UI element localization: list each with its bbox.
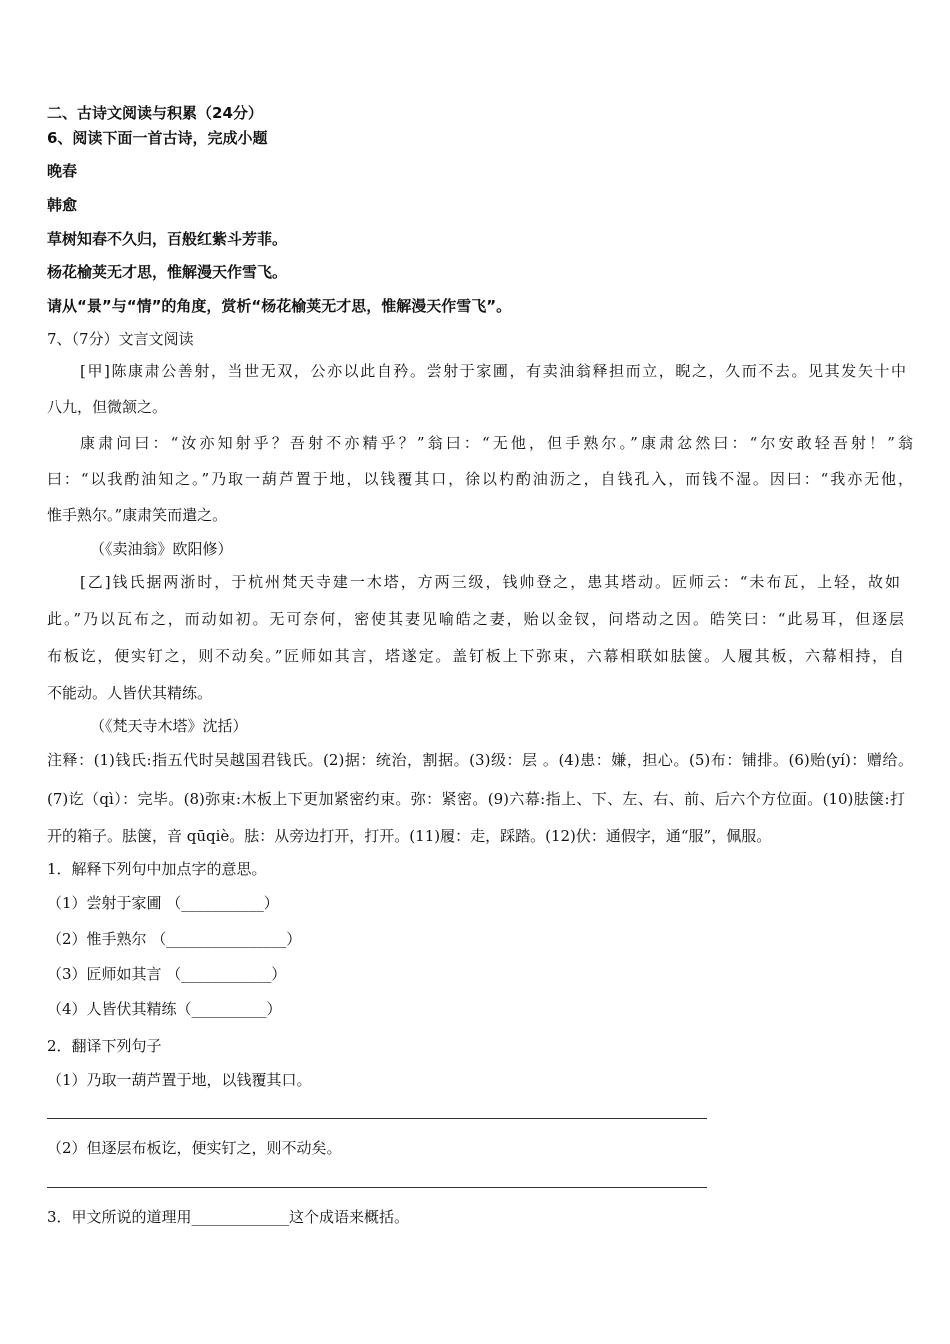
sub3-text-before: 3．甲文所说的道理用 — [47, 1208, 192, 1226]
sub1-item-4: （4）人皆伏其精练（__________） — [47, 1000, 282, 1018]
sub3-prompt — [47, 1207, 409, 1227]
q6-question: 请从“景”与“情”的角度，赏析“杨花榆荚无才思，惟解漫天作雪飞”。 — [47, 297, 512, 315]
passage-yi-line-1: [乙]钱氏据两浙时，于杭州梵天寺建一木塔，方两三级，钱帅登之，患其塔动。匠师云：“未布瓦，上轻，故如 — [80, 573, 900, 591]
sub1-item-2: （2）惟手熟尔 （________________） — [47, 930, 302, 948]
passage-jia-source: （《卖油翁》欧阳修） — [90, 540, 233, 558]
sub1-prompt: 1．解释下列句中加点字的意思。 — [47, 860, 267, 878]
passage-yi-line-3: 布板讫，便实钉之，则不动矣。”匠师如其言，塔遂定。盖钉板上下弥束，六幕相联如胠箧。人履其板，六幕相持，自 — [47, 647, 904, 665]
passage-jia-line-1: [甲]陈康肃公善射，当世无双，公亦以此自矜。尝射于家圃，有卖油翁释担而立，睨之，久而不去。见其发矢十中 — [80, 362, 906, 380]
section-title: 二、古诗文阅读与积累（24分） — [47, 104, 263, 122]
notes-line-2: (7)讫（qì）：完毕。(8)弥束:木板上下更加紧密约束。弥：紧密。(9)六幕:指上、下、左、右、前、后六个方位面。(10)胠箧:打 — [47, 790, 905, 808]
passage-yi-line-2: 此。”乃以瓦布之，而动如初。无可奈何，密使其妻见喻皓之妻，贻以金钗，问塔动之因。皓笑曰：“此易耳，但逐层 — [47, 610, 904, 628]
sub2-prompt: 2．翻译下列句子 — [47, 1037, 162, 1055]
answer-line-1 — [47, 1118, 707, 1119]
passage-jia-line-3: 康肃问曰：“汝亦知射乎？吾射不亦精乎？”翁曰：“无他，但手熟尔。”康肃忿然曰：“尔安敢轻吾射！”翁 — [80, 434, 913, 452]
poem-line-2: 杨花榆荚无才思，惟解漫天作雪飞。 — [47, 263, 288, 281]
passage-jia-line-2: 八九，但微颔之。 — [47, 398, 168, 416]
poem-line-1: 草树知春不久归，百般红紫斗芳菲。 — [47, 230, 288, 248]
sub3-text-after: 这个成语来概括。 — [289, 1208, 410, 1226]
notes-line-3: 开的箱子。胠箧，音 qūqiè。胠：从旁边打开，打开。(11)履：走，踩踏。(12)伏：通假字，通“服”，佩服。 — [47, 827, 772, 845]
passage-jia-line-4: 曰：“以我酌油知之。”乃取一葫芦置于地，以钱覆其口，徐以杓酌油沥之，自钱孔入，而钱不湿。因曰：“我亦无他， — [47, 470, 913, 488]
sub2-item-2: （2）但逐层布板讫，便实钉之，则不动矣。 — [47, 1139, 342, 1157]
passage-jia-line-5: 惟手熟尔。”康肃笑而遣之。 — [47, 506, 228, 524]
passage-yi-source: （《梵天寺木塔》沈括） — [90, 717, 248, 735]
poem-author: 韩愈 — [47, 196, 78, 214]
q6-prompt: 6、阅读下面一首古诗，完成小题 — [47, 129, 268, 147]
answer-line-2 — [47, 1187, 707, 1188]
passage-yi-line-4: 不能动。人皆伏其精练。 — [47, 684, 213, 702]
sub1-item-1: （1）尝射于家圃 （___________） — [47, 894, 279, 912]
sub2-item-1: （1）乃取一葫芦置于地，以钱覆其口。 — [47, 1071, 312, 1089]
sub1-item-3: （3）匠师如其言 （____________） — [47, 965, 287, 983]
poem-title: 晚春 — [47, 162, 78, 180]
notes-line-1: 注释：(1)钱氏:指五代时吴越国君钱氏。(2)据：统治，割据。(3)级：层 。(4)患：嫌，担心。(5)布：铺排。(6)贻(yí)：赠给。 — [47, 751, 913, 769]
sub3-blank: _____________ — [191, 1208, 290, 1226]
q7-header: 7、（7分）文言文阅读 — [47, 330, 194, 348]
